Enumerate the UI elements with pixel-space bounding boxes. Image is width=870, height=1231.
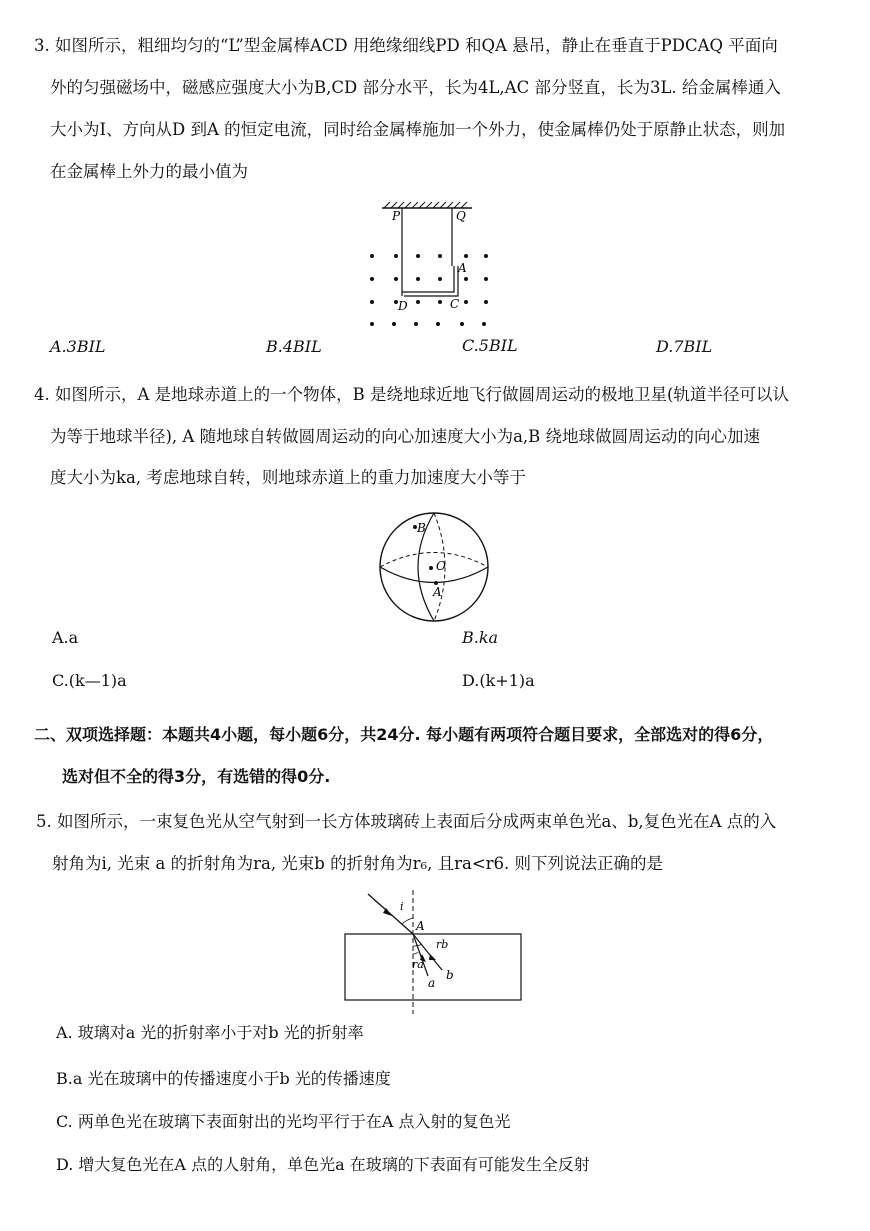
q3-option-b: B.4BIL (266, 337, 322, 356)
q4-line-1: 4. 如图所示，A 是地球赤道上的一个物体，B 是绕地球近地飞行做圆周运动的极地卫星(轨道半径可以认 (34, 385, 789, 404)
q5-line-1: 5. 如图所示，一束复色光从空气射到一长方体玻璃砖上表面后分成两束单色光a、b,复色光在A 点的入 (36, 812, 777, 831)
q4-line-3: 度大小为ka, 考虑地球自转，则地球赤道上的重力加速度大小等于 (50, 468, 526, 487)
q5-label-a-point: A (416, 919, 425, 933)
q5-label-ra: ra (412, 958, 424, 971)
q4-label-a: A (433, 585, 442, 599)
q5-label-a: a (428, 976, 436, 990)
q5-line-2: 射角为i, 光束 a 的折射角为ra, 光束b 的折射角为r₆, 且ra<r6. 则下列说法正确的是 (52, 854, 664, 873)
q3-option-c: C.5BIL (462, 336, 518, 355)
q4-line-2: 为等于地球半径), A 随地球自转做圆周运动的向心加速度大小为a,B 绕地球做圆周运动的向心加速 (50, 427, 761, 446)
q3-label-p: P (392, 209, 401, 223)
q3-line-2: 外的匀强磁场中，磁感应强度大小为B,CD 部分水平，长为4L,AC 部分竖直，长为3L. 给金属棒通入 (50, 78, 781, 97)
q4-option-a: A.a (52, 628, 79, 647)
q4-option-c: C.(k—1)a (52, 671, 127, 690)
q5-option-b: B.a 光在玻璃中的传播速度小于b 光的传播速度 (56, 1069, 391, 1088)
section-2-line-2: 选对但不全的得3分，有选错的得0分. (62, 767, 331, 786)
q4-earth-figure (372, 510, 496, 624)
q5-option-a: A. 玻璃对a 光的折射率小于对b 光的折射率 (56, 1023, 364, 1042)
section-2-line-1: 二、双项选择题：本题共4小题，每小题6分，共24分. 每小题有两项符合题目要求，全部选对的得6分， (34, 725, 774, 744)
q3-line-3: 大小为I、方向从D 到A 的恒定电流，同时给金属棒施加一个外力，使金属棒仍处于原静止状态，则加 (50, 120, 786, 139)
q5-label-b: b (446, 968, 454, 982)
q4-label-o: O (436, 559, 446, 573)
q3-label-q: Q (456, 209, 466, 223)
q5-label-rb: rb (436, 938, 449, 951)
q4-option-d: D.(k+1)a (462, 671, 535, 690)
q3-label-d: D (398, 299, 408, 313)
q3-figure (360, 196, 500, 331)
q3-option-d: D.7BIL (656, 337, 713, 356)
q3-label-c: C (450, 297, 460, 311)
q5-label-i: i (400, 900, 404, 913)
q3-line-1: 3. 如图所示，粗细均匀的“L”型金属棒ACD 用绝缘细线PD 和QA 悬吊，静止在垂直于PDCAQ 平面向 (34, 36, 778, 55)
q3-line-4: 在金属棒上外力的最小值为 (50, 162, 248, 181)
q3-option-a: A.3BIL (50, 337, 106, 356)
q5-option-c: C. 两单色光在玻璃下表面射出的光均平行于在A 点入射的复色光 (56, 1112, 511, 1131)
q4-option-b: B.ka (462, 628, 499, 647)
q3-label-a: A (458, 261, 467, 275)
q4-label-b: B (417, 521, 426, 535)
q5-option-d: D. 增大复色光在A 点的人射角，单色光a 在玻璃的下表面有可能发生全反射 (56, 1155, 590, 1174)
q5-refraction-figure (340, 888, 526, 1016)
